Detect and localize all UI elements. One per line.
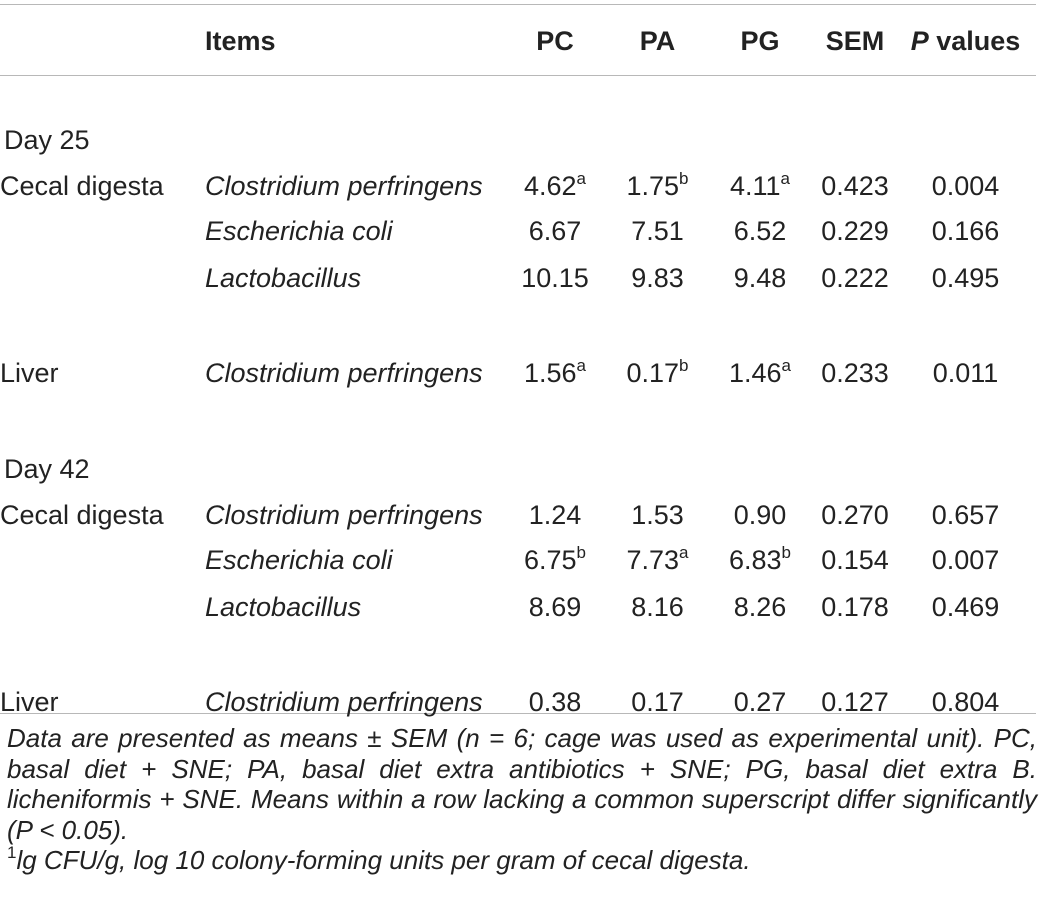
item-cell: Clostridium perfringens [205,170,483,201]
superscript: a [780,168,790,188]
table-row [0,679,1036,726]
p-value-cell: 0.495 [931,263,1000,293]
table-footnote [7,723,1037,876]
table-row [0,537,1036,584]
pc-cell: 6.75$^b$ [523,543,587,575]
p-value-cell: 0.166 [931,216,1000,246]
site-cell: Liver [0,358,59,388]
item-cell: Escherichia coli [205,216,393,246]
pg-cell: 9.48 [733,263,787,293]
header-items: Items [205,25,276,56]
table-row [0,584,1036,631]
p-value-cell: 0.657 [931,499,1000,530]
site-cell [0,208,205,255]
pg-cell: 8.26 [733,592,787,622]
sem-cell: 0.222 [821,263,889,293]
pa-cell: 0.17 [631,687,684,717]
pg-cell: 6.83$^b$ [728,543,792,575]
item-cell: Clostridium perfringens [205,499,483,530]
pc-cell: 4.62$^a$ [523,168,587,201]
pg-cell: 1.46$^a$ [728,356,792,388]
pc-cell: 6.67 [528,216,582,246]
superscript: a [781,356,792,375]
item-cell: Clostridium perfringens [205,358,483,388]
item-cell: Lactobacillus [205,263,362,293]
day-25-row [0,116,1036,164]
superscript: a [679,543,689,562]
table-row [0,208,1036,255]
superscript: a [576,168,587,188]
item-cell: Clostridium perfringens [205,687,483,717]
header-sem: SEM [825,25,885,56]
site-cell [0,584,205,631]
pc-cell: 10.15 [521,263,589,293]
top-rule [0,4,1036,5]
footnote-units [7,845,1037,876]
superscript: b [576,543,587,562]
footnote-units-text: lg CFU/g, log 10 colony-forming units per gram of cecal digesta. [16,845,751,875]
p-value-cell: 0.804 [931,687,1000,717]
pa-cell: 0.17$^b$ [626,356,689,388]
pc-cell: 0.38 [528,687,582,717]
pa-cell: 9.83 [631,263,684,293]
site-cell [0,537,205,584]
superscript: b [781,543,792,562]
pc-cell: 1.56$^a$ [523,356,587,388]
pa-cell: 7.51 [631,216,684,246]
superscript: b [679,356,689,375]
sem-cell: 0.178 [821,592,889,622]
header-site [0,13,205,70]
footnote-paragraph: Data are presented as means ± SEM (n = 6; cage was used as experimental unit). PC, basal diet + SNE; PA, basal diet extra antibiotics + SNE; PG, basal diet extra B. licheniformis + SNE. Means within a row lacking a common superscript differ significantly (P < 0.05). [7,723,1037,845]
day-label: Day 42 [4,453,90,484]
item-cell: Escherichia coli [205,545,393,575]
site-cell: Cecal digesta [0,170,164,201]
pg-cell: 0.90 [733,499,787,530]
site-cell: Cecal digesta [0,499,164,530]
pg-cell: 6.52 [733,216,787,246]
day-42-row [0,445,1036,493]
p-value-cell: 0.011 [932,358,999,388]
item-cell: Lactobacillus [205,592,362,622]
results-table [0,13,1036,726]
table-row [0,350,1036,397]
pa-cell: 1.75$^b$ [626,168,689,201]
sem-cell: 0.233 [821,358,889,388]
sem-cell: 0.127 [821,687,889,717]
site-cell: Liver [0,687,59,717]
day-label: Day 25 [4,124,90,155]
header-p-rest: values [928,25,1021,56]
pc-cell: 8.69 [528,592,582,622]
header-pa: PA [639,25,676,56]
table-row [0,164,1036,208]
table-row [0,255,1036,302]
sem-cell: 0.229 [821,216,889,246]
pg-cell: 0.27 [733,687,787,717]
footnote-marker: 1 [7,843,17,862]
p-value-cell: 0.007 [931,545,1000,575]
p-value-cell: 0.469 [931,592,1000,622]
pc-cell: 1.24 [528,499,582,530]
table-row [0,493,1036,537]
pa-cell: 7.73$^a$ [626,543,689,575]
pa-cell: 8.16 [631,592,684,622]
header-pc: PC [536,25,574,56]
header-pg: PG [740,25,780,56]
sem-cell: 0.423 [821,170,889,201]
superscript: b [679,168,689,188]
superscript: a [576,356,587,375]
pa-cell: 1.53 [631,499,684,530]
p-value-cell: 0.004 [931,170,1000,201]
header-p-italic: P [910,25,929,56]
table-header-row [0,13,1036,70]
header-p-values [895,13,1036,70]
pg-cell: 4.11$^a$ [729,168,790,201]
site-cell [0,255,205,302]
sem-cell: 0.154 [821,545,889,575]
sem-cell: 0.270 [821,499,889,530]
